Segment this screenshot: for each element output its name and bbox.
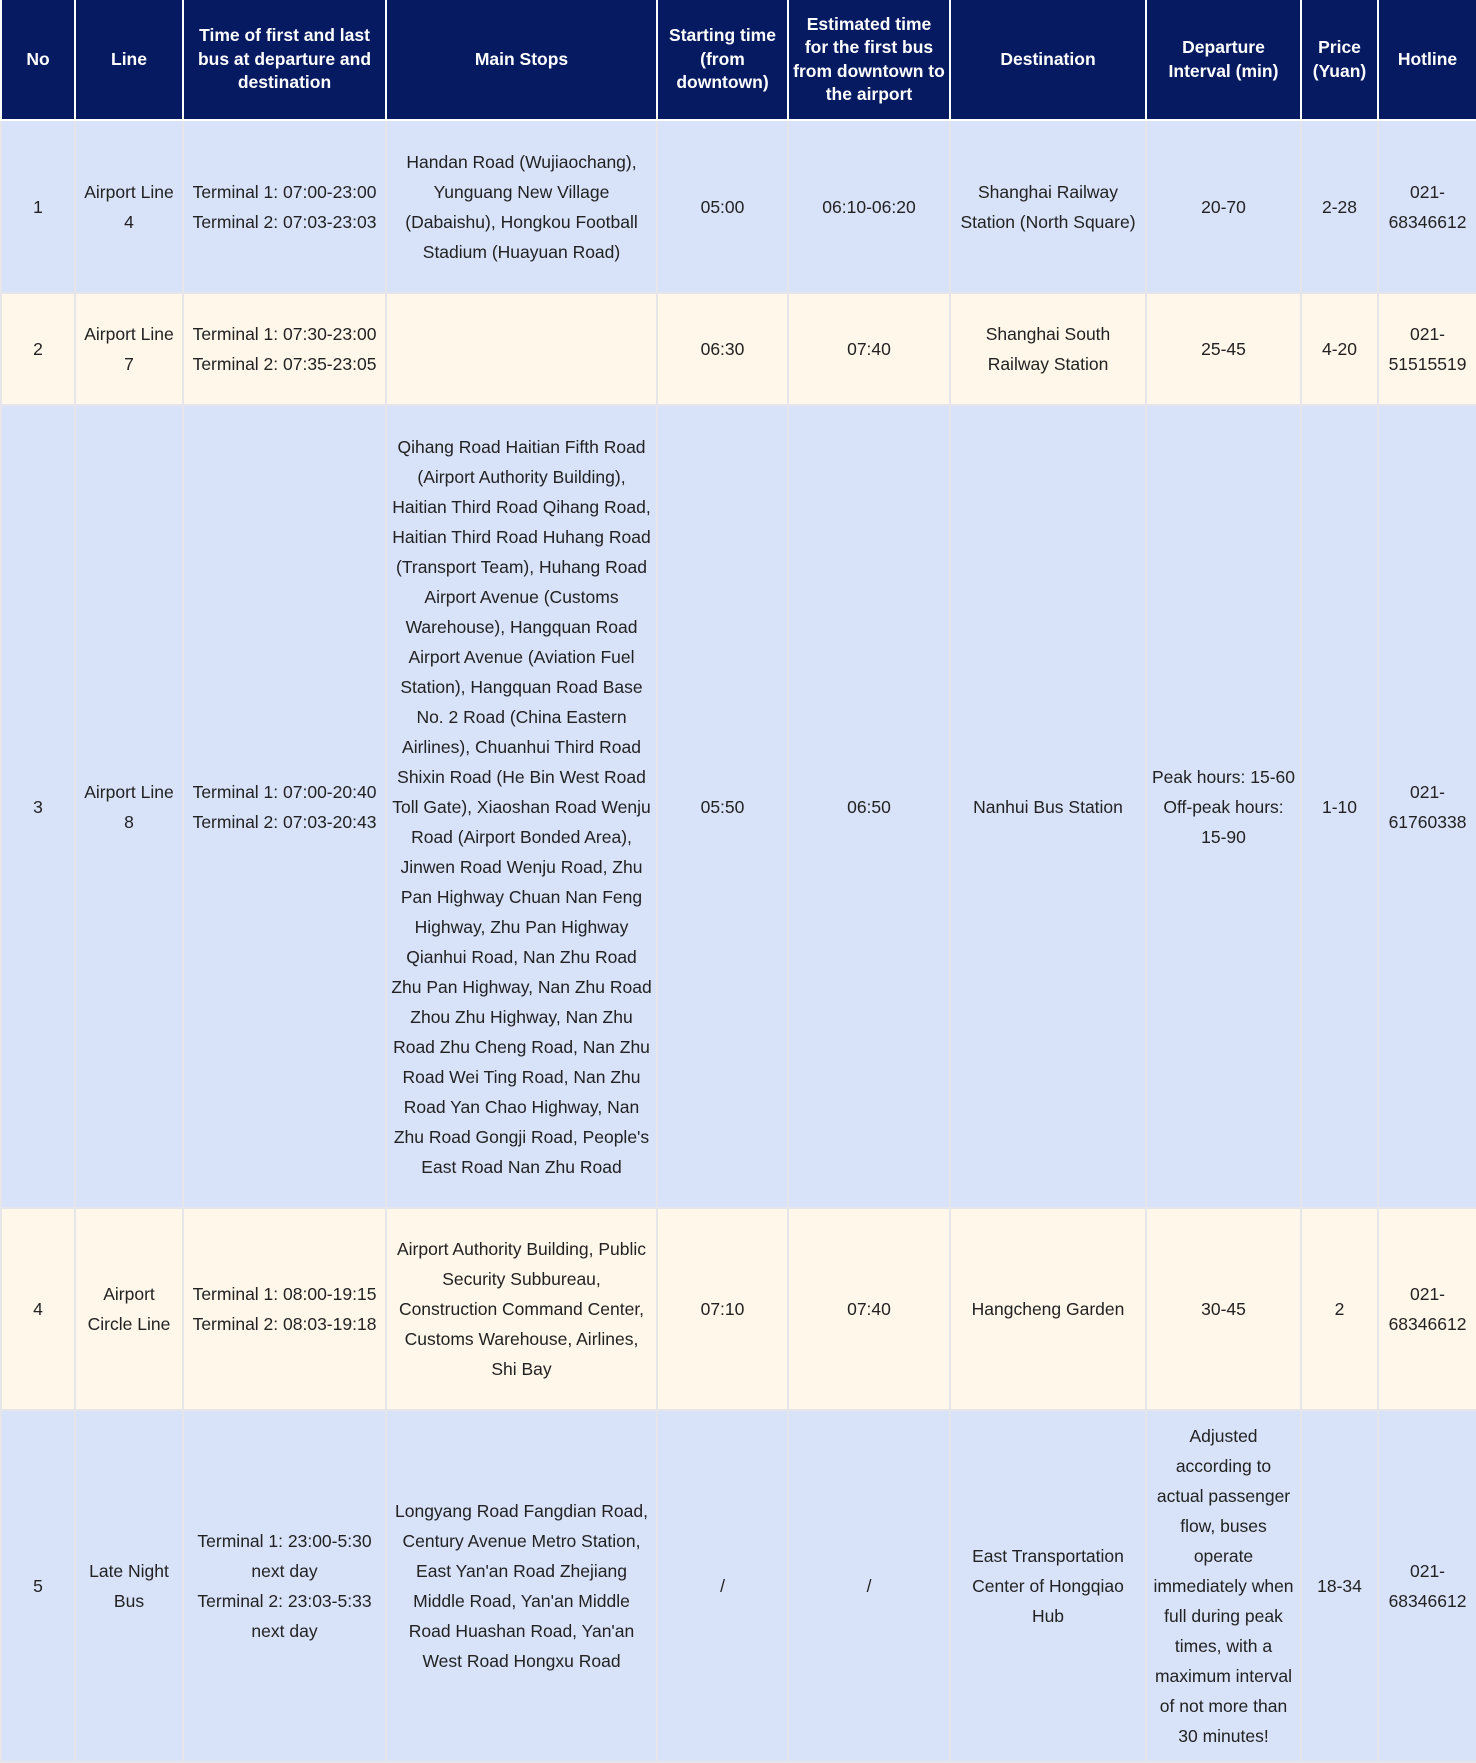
cell-hotline: 021-68346612 <box>1378 120 1476 293</box>
header-price: Price (Yuan) <box>1301 0 1378 120</box>
cell-time <box>183 1410 386 1762</box>
cell-hotline: 021-61760338 <box>1378 405 1476 1208</box>
cell-price: 2-28 <box>1301 120 1378 293</box>
time-terminal-1: Terminal 1: 07:00-20:40 <box>192 781 377 802</box>
cell-price: 1-10 <box>1301 405 1378 1208</box>
cell-main-stops: Airport Authority Building, Public Security Subbureau, Construction Command Center, Customs Warehouse, Airlines, Shi Bay <box>386 1208 657 1410</box>
cell-estimated-time: 06:10-06:20 <box>788 120 950 293</box>
cell-estimated-time: 07:40 <box>788 293 950 405</box>
cell-price: 2 <box>1301 1208 1378 1410</box>
cell-no: 2 <box>1 293 75 405</box>
time-terminal-2: Terminal 2: 07:03-20:43 <box>192 811 377 832</box>
cell-no: 3 <box>1 405 75 1208</box>
table-row <box>1 1410 1476 1762</box>
header-main-stops: Main Stops <box>386 0 657 120</box>
cell-price: 4-20 <box>1301 293 1378 405</box>
time-terminal-1: Terminal 1: 07:30-23:00 <box>192 324 377 344</box>
cell-hotline: 021-68346612 <box>1378 1410 1476 1762</box>
header-line: Line <box>75 0 183 120</box>
cell-starting-time: 05:50 <box>657 405 788 1208</box>
table-row <box>1 1208 1476 1410</box>
cell-starting-time: 05:00 <box>657 120 788 293</box>
cell-departure-interval: Peak hours: 15-60 Off-peak hours: 15-90 <box>1146 405 1301 1208</box>
header-departure-interval: Departure Interval (min) <box>1146 0 1301 120</box>
time-terminal-2: Terminal 2: 23:03-5:33 next day <box>197 1591 372 1641</box>
cell-starting-time: / <box>657 1410 788 1762</box>
cell-estimated-time: / <box>788 1410 950 1762</box>
cell-line: Late Night Bus <box>75 1410 183 1762</box>
header-destination: Destination <box>950 0 1146 120</box>
header-starting-time: Starting time (from downtown) <box>657 0 788 120</box>
header-row <box>1 0 1476 120</box>
cell-estimated-time: 07:40 <box>788 1208 950 1410</box>
header-no: No <box>1 0 75 120</box>
cell-main-stops: Longyang Road Fangdian Road, Century Avenue Metro Station, East Yan'an Road Zhejiang Middle Road, Yan'an Middle Road Huashan Road, Yan'an West Road Hongxu Road <box>386 1410 657 1762</box>
table-row <box>1 293 1476 405</box>
cell-time <box>183 405 386 1208</box>
cell-line: Airport Circle Line <box>75 1208 183 1410</box>
cell-line: Airport Line 7 <box>75 293 183 405</box>
time-terminal-2: Terminal 2: 07:35-23:05 <box>192 354 377 374</box>
cell-departure-interval: 30-45 <box>1146 1208 1301 1410</box>
cell-line: Airport Line 4 <box>75 120 183 293</box>
cell-destination: Nanhui Bus Station <box>950 405 1146 1208</box>
cell-main-stops: Qihang Road Haitian Fifth Road (Airport Authority Building), Haitian Third Road Qihang Road, Haitian Third Road Huhang Road (Transport Team), Huhang Road Airport Avenue (Customs Warehouse), Hangquan Road Airport Avenue (Aviation Fuel Station), Hangquan Road Base No. 2 Road (China Eastern Airlines), Chuanhui Third Road Shixin Road (He Bin West Road Toll Gate), Xiaoshan Road Wenju Road (Airport Bonded Area), Jinwen Road Wenju Road, Zhu Pan Highway Chuan Nan Feng Highway, Zhu Pan Highway Qianhui Road, Nan Zhu Road Zhu Pan Highway, Nan Zhu Road Zhou Zhu Highway, Nan Zhu Road Zhu Cheng Road, Nan Zhu Road Wei Ting Road, Nan Zhu Road Yan Chao Highway, Nan Zhu Road Gongji Road, People's East Road Nan Zhu Road <box>386 405 657 1208</box>
time-terminal-1: Terminal 1: 23:00-5:30 next day <box>197 1531 372 1581</box>
cell-destination: Hangcheng Garden <box>950 1208 1146 1410</box>
cell-price: 18-34 <box>1301 1410 1378 1762</box>
cell-destination: Shanghai South Railway Station <box>950 293 1146 405</box>
cell-estimated-time: 06:50 <box>788 405 950 1208</box>
cell-line: Airport Line 8 <box>75 405 183 1208</box>
cell-starting-time: 06:30 <box>657 293 788 405</box>
time-terminal-2: Terminal 2: 08:03-19:18 <box>192 1314 377 1334</box>
table-row <box>1 405 1476 1208</box>
cell-departure-interval: 20-70 <box>1146 120 1301 293</box>
cell-time <box>183 293 386 405</box>
cell-hotline: 021-51515519 <box>1378 293 1476 405</box>
cell-hotline: 021-68346612 <box>1378 1208 1476 1410</box>
header-time: Time of first and last bus at departure and destination <box>183 0 386 120</box>
cell-starting-time: 07:10 <box>657 1208 788 1410</box>
cell-no: 1 <box>1 120 75 293</box>
cell-time <box>183 1208 386 1410</box>
cell-destination: East Transportation Center of Hongqiao Hub <box>950 1410 1146 1762</box>
cell-departure-interval: 25-45 <box>1146 293 1301 405</box>
table-row <box>1 120 1476 293</box>
time-terminal-1: Terminal 1: 08:00-19:15 <box>192 1284 377 1304</box>
cell-no: 4 <box>1 1208 75 1410</box>
time-terminal-2: Terminal 2: 07:03-23:03 <box>192 211 377 232</box>
cell-time <box>183 120 386 293</box>
cell-main-stops: Handan Road (Wujiaochang), Yunguang New Village (Dabaishu), Hongkou Football Stadium (Huayuan Road) <box>386 120 657 293</box>
header-estimated-time: Estimated time for the first bus from downtown to the airport <box>788 0 950 120</box>
time-terminal-1: Terminal 1: 07:00-23:00 <box>192 181 377 202</box>
cell-no: 5 <box>1 1410 75 1762</box>
cell-departure-interval: Adjusted according to actual passenger flow, buses operate immediately when full during peak times, with a maximum interval of not more than 30 minutes! <box>1146 1410 1301 1762</box>
cell-main-stops <box>386 293 657 405</box>
cell-destination: Shanghai Railway Station (North Square) <box>950 120 1146 293</box>
header-hotline: Hotline <box>1378 0 1476 120</box>
